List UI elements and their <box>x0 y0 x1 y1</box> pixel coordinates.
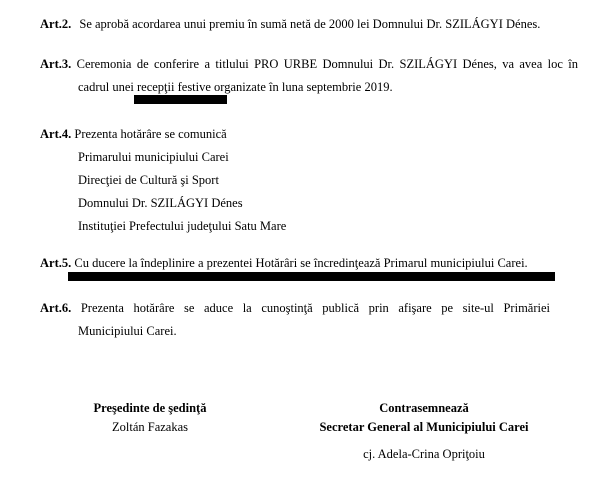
signature-section <box>40 399 578 464</box>
article-2 <box>40 13 578 36</box>
article-5 <box>40 252 578 281</box>
signature-left <box>40 399 260 464</box>
article-2-text: Se aprobă acordarea unui premiu în sumă netă de 2000 lei Domnului Dr. SZILÁGYI Dénes. <box>79 17 541 31</box>
article-6-text: Prezenta hotărâre se aduce la cunoştinţă publică prin afişare pe site-ul Primăriei <box>80 301 550 315</box>
article-6-line1 <box>40 297 578 320</box>
signature-right <box>284 399 564 464</box>
article-6 <box>40 297 578 343</box>
article-4-label: Art.4. <box>40 127 72 141</box>
signature-right-subtitle: Secretar General al Municipiului Carei <box>319 420 529 434</box>
article-5-label: Art.5. <box>40 256 72 270</box>
article-4-recipient: Direcţiei de Cultură şi Sport <box>78 173 219 187</box>
signature-left-title: Preşedinte de şedinţă <box>93 401 207 415</box>
article-6-line2: Municipiului Carei. <box>78 324 177 338</box>
article-5-text: Cu ducere la îndeplinire a prezentei Hotărâri se încredinţează Primarul municipiului Carei. <box>74 256 528 270</box>
article-4-intro-line <box>40 123 578 146</box>
article-3 <box>40 53 578 104</box>
signature-left-name: Zoltán Fazakas <box>111 420 188 434</box>
article-4-recipient: Instituţiei Prefectului judeţului Satu Mare <box>78 219 287 233</box>
article-6-label: Art.6. <box>40 301 72 315</box>
article-4-recipient: Domnului Dr. SZILÁGYI Dénes <box>78 196 243 210</box>
article-4-intro: Prezenta hotărâre se comunică <box>74 127 227 141</box>
article-3-label: Art.3. <box>40 57 72 71</box>
article-2-label: Art.2. <box>40 17 72 31</box>
article-4 <box>40 123 578 238</box>
article-3-text: Ceremonia de conferire a titlului PRO URBE Domnului Dr. SZILÁGYI Dénes, va avea loc în <box>76 57 578 71</box>
article-5-line <box>40 252 578 275</box>
signature-right-title: Contrasemnează <box>379 401 469 415</box>
article-4-recipient: Primarului municipiului Carei <box>78 150 229 164</box>
article-3-line2: cadrul unei recepţii festive organizate în luna septembrie 2019. <box>78 80 393 94</box>
article-3-line1 <box>40 53 578 76</box>
signature-right-name: cj. Adela-Crina Opriţoiu <box>363 447 485 461</box>
